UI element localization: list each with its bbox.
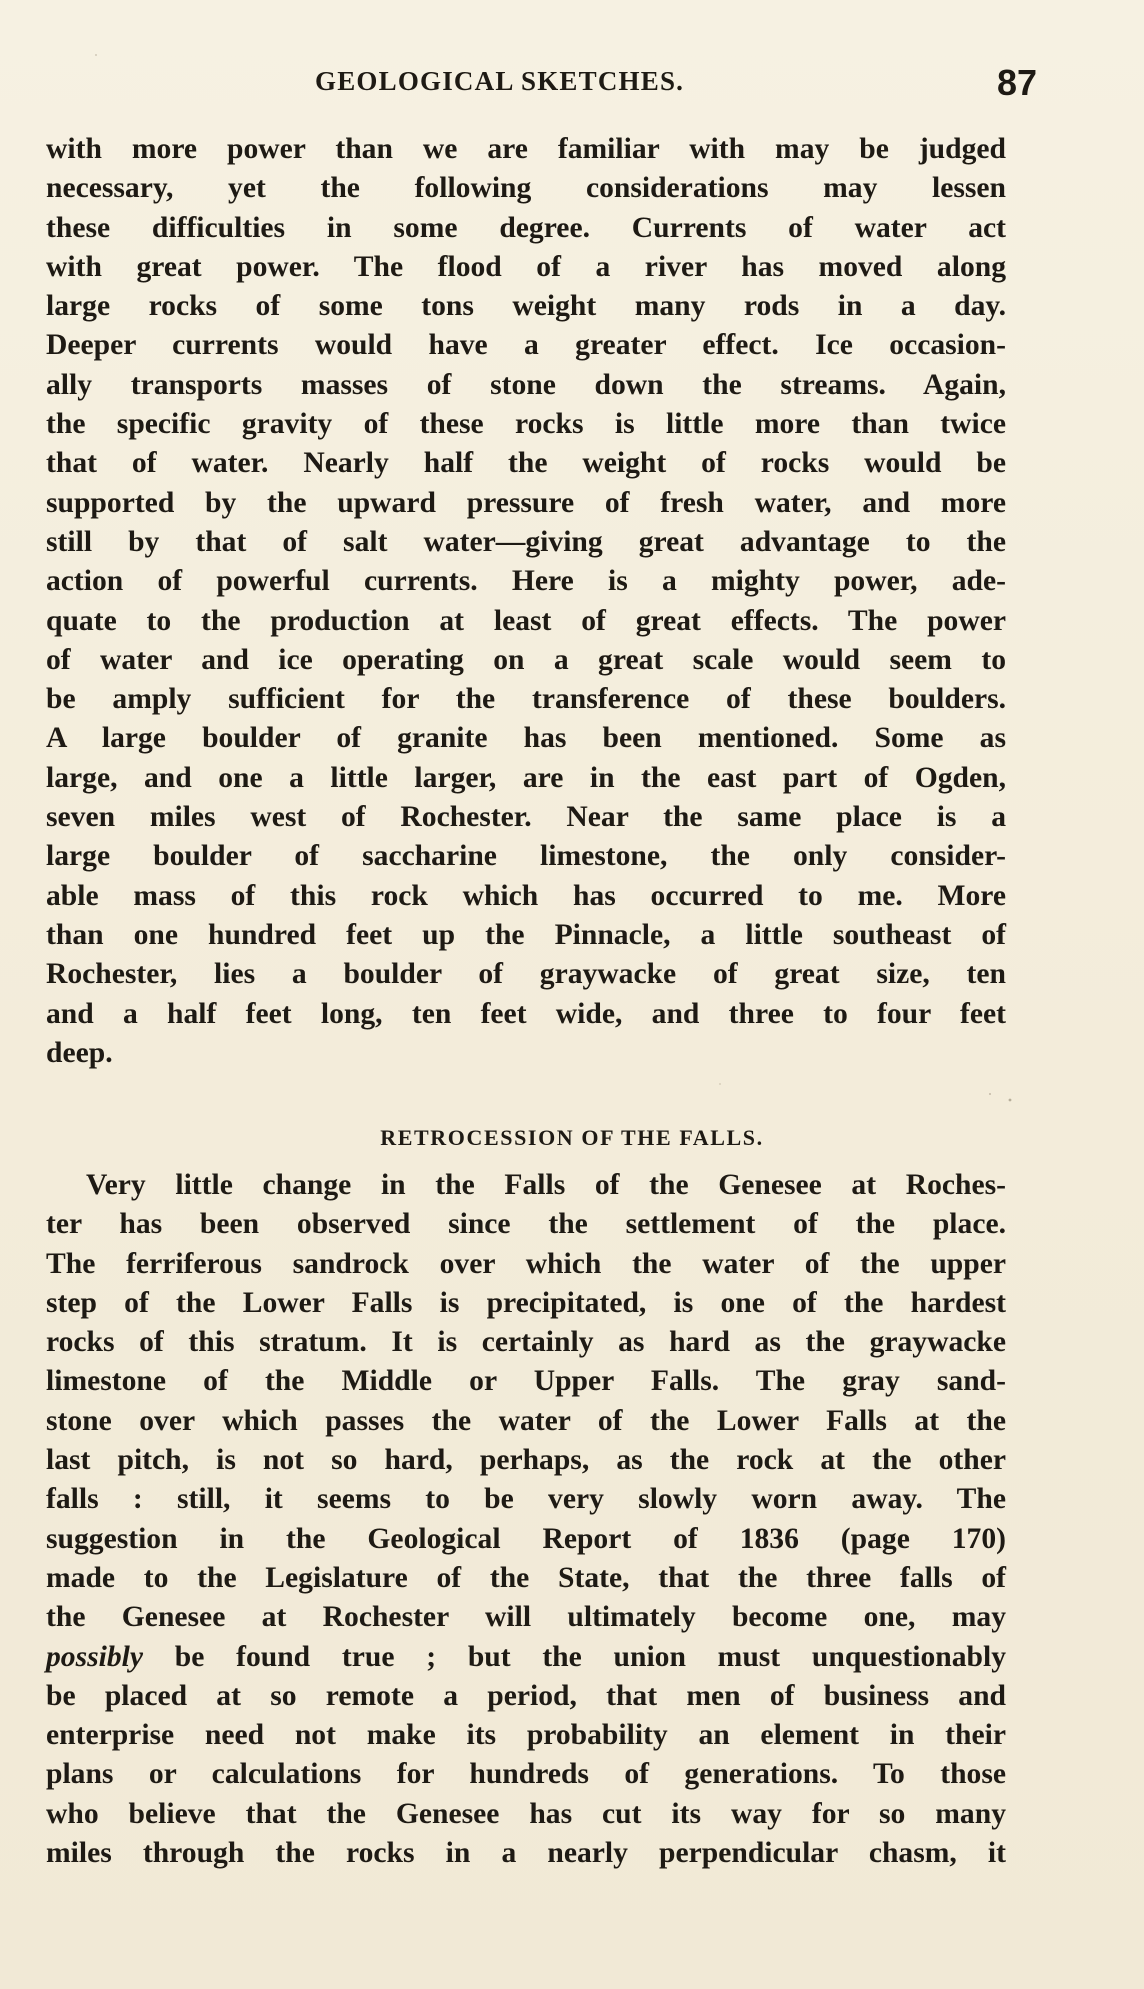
text-line: quate to the production at least of great effects. The power xyxy=(46,604,1006,637)
text-line: Deeper currents would have a greater effect. Ice occasion- xyxy=(46,329,1006,362)
text-line: the Genesee at Rochester will ultimately become one, may xyxy=(46,1601,1006,1634)
text-line: deep. xyxy=(46,1036,113,1069)
text-line: with great power. The flood of a river has moved along xyxy=(46,250,1006,283)
text-line: last pitch, is not so hard, perhaps, as the rock at the other xyxy=(46,1444,1006,1477)
text-line: ally transports masses of stone down the streams. Again, xyxy=(46,368,1006,401)
text-line: Rochester, lies a boulder of graywacke of great size, ten xyxy=(46,958,1006,991)
text-line: the specific gravity of these rocks is little more than twice xyxy=(46,408,1006,441)
running-header xyxy=(0,62,1144,102)
text-line: enterprise need not make its probability an element in their xyxy=(46,1719,1006,1752)
paragraph-boulders xyxy=(46,130,1006,1073)
text-line: able mass of this rock which has occurred to me. More xyxy=(46,879,1006,912)
text-line: made to the Legislature of the State, that the three falls of xyxy=(46,1561,1006,1594)
text-line: action of powerful currents. Here is a mighty power, ade- xyxy=(46,565,1006,598)
text-line: Very little change in the Falls of the Genesee at Roches- xyxy=(86,1169,1006,1201)
text-line: of water and ice operating on a great scale would seem to xyxy=(46,643,1006,676)
text-line: suggestion in the Geological Report of 1836 (page 170) xyxy=(46,1522,1006,1555)
text-line: plans or calculations for hundreds of generations. To those xyxy=(46,1758,1006,1791)
text-line: be placed at so remote a period, that men of business and xyxy=(46,1679,1006,1712)
text-line: necessary, yet the following considerations may lessen xyxy=(46,172,1006,205)
text-line: falls : still, it seems to be very slowly worn away. The xyxy=(46,1483,1006,1516)
text-line: limestone of the Middle or Upper Falls. The gray sand- xyxy=(46,1365,1006,1398)
text-line: be amply sufficient for the transference of these boulders. xyxy=(46,683,1006,716)
italic-word: possibly xyxy=(46,1640,144,1673)
text-line: than one hundred feet up the Pinnacle, a little southeast of xyxy=(46,918,1006,951)
text-line: ter has been observed since the settlement of the place. xyxy=(46,1208,1006,1241)
text-line: rocks of this stratum. It is certainly as hard as the graywacke xyxy=(46,1326,1006,1359)
text-line: stone over which passes the water of the Lower Falls at the xyxy=(46,1404,1006,1437)
text-line-with-italic xyxy=(46,1638,1006,1677)
text-line: these difficulties in some degree. Currents of water act xyxy=(46,211,1006,244)
page-number: 87 xyxy=(997,62,1038,103)
text-line: still by that of salt water—giving great advantage to the xyxy=(46,525,1006,558)
text-line: with more power than we are familiar with may be judged xyxy=(46,133,1006,165)
text-line: miles through the rocks in a nearly perpendicular chasm, it xyxy=(46,1837,1006,1870)
text-line: and a half feet long, ten feet wide, and three to four feet xyxy=(46,997,1006,1030)
running-title: GEOLOGICAL SKETCHES. xyxy=(315,66,685,96)
text-line: supported by the upward pressure of fresh water, and more xyxy=(46,486,1006,519)
paragraph-retrocession xyxy=(46,1166,1006,1873)
text-line: large, and one a little larger, are in the east part of Ogden, xyxy=(46,761,1006,794)
text-line: large boulder of saccharine limestone, the only consider- xyxy=(46,840,1006,873)
text-line: seven miles west of Rochester. Near the same place is a xyxy=(46,801,1006,834)
section-heading: RETROCESSION OF THE FALLS. xyxy=(380,1125,764,1150)
text-line: A large boulder of granite has been mentioned. Some as xyxy=(46,722,1006,755)
text-line: step of the Lower Falls is precipitated, is one of the hardest xyxy=(46,1286,1006,1319)
text-line: large rocks of some tons weight many rods in a day. xyxy=(46,290,1006,323)
text-fragment: be found true ; but the union must unquestionably xyxy=(143,1640,1006,1673)
text-line: The ferriferous sandrock over which the water of the upper xyxy=(46,1247,1006,1280)
text-line: that of water. Nearly half the weight of rocks would be xyxy=(46,447,1006,480)
text-line: who believe that the Genesee has cut its way for so many xyxy=(46,1797,1006,1830)
